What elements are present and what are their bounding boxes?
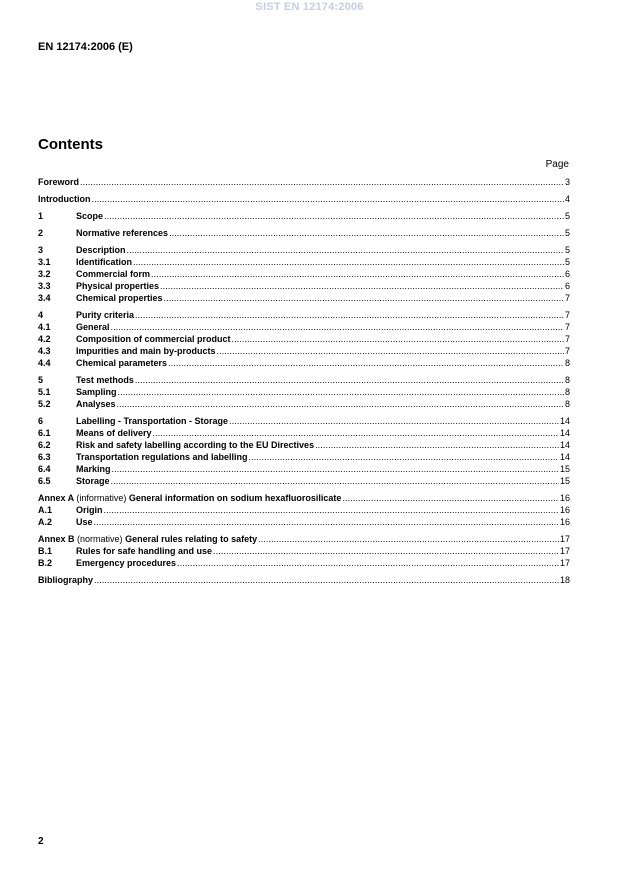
dot-leader <box>315 439 559 451</box>
toc-entry[interactable] <box>38 309 570 321</box>
toc-entry-number: 5.2 <box>38 399 51 409</box>
toc-entry[interactable] <box>38 415 570 427</box>
toc-entry-page: 7 <box>564 334 570 344</box>
dot-leader <box>151 268 564 280</box>
dot-leader <box>117 398 564 410</box>
toc-entry-page: 3 <box>564 177 570 187</box>
dot-leader <box>177 557 559 569</box>
toc-entry[interactable] <box>38 492 570 504</box>
toc-entry-number: 6.2 <box>38 440 51 450</box>
toc-entry-title <box>38 533 257 545</box>
toc-entry[interactable] <box>38 574 570 586</box>
toc-entry-title: Commercial form <box>76 269 151 279</box>
toc-entry-page: 16 <box>559 493 570 503</box>
toc-entry-page: 16 <box>559 505 570 515</box>
toc-group <box>38 176 570 188</box>
toc-entry-title: Description <box>76 245 126 255</box>
annex-type: (informative) <box>76 493 127 503</box>
annex-label: Annex A <box>38 493 74 503</box>
toc-entry[interactable] <box>38 333 570 345</box>
dot-leader <box>229 415 559 427</box>
toc-entry-page: 5 <box>564 211 570 221</box>
dot-leader <box>104 504 559 516</box>
toc-entry-title: Composition of commercial product <box>76 334 231 344</box>
dot-leader <box>80 176 564 188</box>
toc-entry-title: Use <box>76 517 93 527</box>
toc-entry-page: 8 <box>564 399 570 409</box>
dot-leader <box>94 516 559 528</box>
toc-entry-page: 16 <box>559 517 570 527</box>
toc-entry-number: 6 <box>38 416 44 426</box>
toc-entry-page: 7 <box>564 322 570 332</box>
toc-entry-number: 5.1 <box>38 387 51 397</box>
toc-entry-title: Analyses <box>76 399 116 409</box>
toc-entry-title: Test methods <box>76 375 134 385</box>
dot-leader <box>135 374 564 386</box>
toc-entry-title: Introduction <box>38 194 91 204</box>
toc-entry-number: 3.2 <box>38 269 51 279</box>
toc-entry[interactable] <box>38 451 570 463</box>
toc-group <box>38 210 570 222</box>
dot-leader <box>258 533 559 545</box>
toc-entry[interactable] <box>38 427 570 439</box>
annex-title: General rules relating to safety <box>125 534 258 544</box>
dot-leader <box>94 574 559 586</box>
dot-leader <box>111 475 559 487</box>
toc-entry-number: 4.3 <box>38 346 51 356</box>
toc-entry-number: B.2 <box>38 558 53 568</box>
dot-leader <box>92 193 564 205</box>
toc-entry-title: Risk and safety labelling according to the EU Directives <box>76 440 315 450</box>
toc-entry-page: 5 <box>564 228 570 238</box>
dot-leader <box>135 309 564 321</box>
toc-entry-page: 14 <box>559 416 570 426</box>
toc-entry-page: 7 <box>564 293 570 303</box>
toc-group <box>38 533 570 569</box>
dot-leader <box>217 345 564 357</box>
toc-entry-number: 4.1 <box>38 322 51 332</box>
toc-entry-title: Rules for safe handling and use <box>76 546 213 556</box>
toc-entry-number: 4 <box>38 310 44 320</box>
toc-entry-title: Means of delivery <box>76 428 152 438</box>
toc-group <box>38 193 570 205</box>
toc-entry-page: 7 <box>564 310 570 320</box>
toc-entry-page: 7 <box>564 346 570 356</box>
toc-entry-page: 17 <box>559 534 570 544</box>
toc-entry-number: 4.4 <box>38 358 51 368</box>
toc-entry[interactable] <box>38 256 570 268</box>
toc-entry-title: Purity criteria <box>76 310 135 320</box>
page-column-label: Page <box>545 159 569 170</box>
toc-entry[interactable] <box>38 292 570 304</box>
dot-leader <box>249 451 559 463</box>
dot-leader <box>232 333 564 345</box>
toc-entry-title: General <box>76 322 110 332</box>
toc-entry-page: 8 <box>564 358 570 368</box>
toc-entry-title: Labelling - Transportation - Storage <box>76 416 229 426</box>
toc-entry-number: 6.1 <box>38 428 51 438</box>
toc-entry-page: 15 <box>559 464 570 474</box>
toc-entry-page: 8 <box>564 387 570 397</box>
document-id: EN 12174:2006 (E) <box>38 41 133 53</box>
toc-entry[interactable] <box>38 321 570 333</box>
toc-entry[interactable] <box>38 374 570 386</box>
toc-entry-number: 5 <box>38 375 44 385</box>
toc-entry-title: Storage <box>76 476 110 486</box>
dot-leader <box>104 210 564 222</box>
toc-entry-title: Sampling <box>76 387 117 397</box>
toc-entry-title: Scope <box>76 211 104 221</box>
toc-entry[interactable] <box>38 227 570 239</box>
toc-entry-page: 14 <box>559 428 570 438</box>
toc-entry[interactable] <box>38 516 570 528</box>
dot-leader <box>153 427 559 439</box>
toc-entry[interactable] <box>38 504 570 516</box>
dot-leader <box>118 386 564 398</box>
toc-entry-title: Transportation regulations and labelling <box>76 452 248 462</box>
toc-entry-number: 3.1 <box>38 257 51 267</box>
toc-entry-title: Physical properties <box>76 281 160 291</box>
dot-leader <box>164 292 564 304</box>
toc-entry-title: Foreword <box>38 177 80 187</box>
toc-entry-number: A.2 <box>38 517 53 527</box>
toc-entry-title: Origin <box>76 505 103 515</box>
dot-leader <box>133 256 564 268</box>
toc-entry[interactable] <box>38 475 570 487</box>
toc-entry-page: 14 <box>559 452 570 462</box>
toc-entry[interactable] <box>38 280 570 292</box>
toc-entry-number: 6.4 <box>38 464 51 474</box>
toc-entry-number: 3 <box>38 245 44 255</box>
toc-entry-page: 17 <box>559 546 570 556</box>
toc-entry[interactable] <box>38 244 570 256</box>
toc-entry-title: Emergency procedures <box>76 558 177 568</box>
toc-group <box>38 374 570 410</box>
toc-entry-title: Chemical properties <box>76 293 163 303</box>
toc-entry-title: Impurities and main by-products <box>76 346 216 356</box>
dot-leader <box>169 227 564 239</box>
toc-entry-number: 6.3 <box>38 452 51 462</box>
annex-title: General information on sodium hexafluorosilicate <box>128 493 342 503</box>
toc-entry[interactable] <box>38 210 570 222</box>
toc-entry[interactable] <box>38 533 570 545</box>
toc-entry-page: 4 <box>564 194 570 204</box>
toc-entry-page: 18 <box>559 575 570 585</box>
toc-entry[interactable] <box>38 345 570 357</box>
dot-leader <box>160 280 564 292</box>
toc-entry-title: Bibliography <box>38 575 94 585</box>
toc-group <box>38 227 570 239</box>
toc-entry[interactable] <box>38 439 570 451</box>
toc-entry-number: B.1 <box>38 546 53 556</box>
toc-group <box>38 574 570 586</box>
toc-entry[interactable] <box>38 268 570 280</box>
toc-group <box>38 244 570 304</box>
toc-entry-page: 5 <box>564 257 570 267</box>
toc-entry[interactable] <box>38 386 570 398</box>
annex-label: Annex B <box>38 534 75 544</box>
toc-entry-title <box>38 492 341 504</box>
toc-entry-number: A.1 <box>38 505 53 515</box>
page-number: 2 <box>38 836 44 847</box>
toc-entry-page: 6 <box>564 281 570 291</box>
toc-entry[interactable] <box>38 193 570 205</box>
toc-entry-title: Chemical parameters <box>76 358 168 368</box>
contents-heading: Contents <box>38 136 103 153</box>
dot-leader <box>168 357 564 369</box>
watermark: SIST EN 12174:2006 <box>255 1 364 13</box>
toc-entry-page: 6 <box>564 269 570 279</box>
toc-entry-page: 14 <box>559 440 570 450</box>
toc-group <box>38 492 570 528</box>
toc-entry-number: 6.5 <box>38 476 51 486</box>
toc-entry[interactable] <box>38 557 570 569</box>
table-of-contents <box>38 176 570 591</box>
annex-type: (normative) <box>77 534 123 544</box>
dot-leader <box>213 545 559 557</box>
toc-entry-page: 15 <box>559 476 570 486</box>
toc-group <box>38 415 570 487</box>
toc-entry[interactable] <box>38 398 570 410</box>
toc-entry-number: 3.3 <box>38 281 51 291</box>
toc-entry-page: 5 <box>564 245 570 255</box>
dot-leader <box>127 244 564 256</box>
toc-group <box>38 309 570 369</box>
toc-entry-page: 8 <box>564 375 570 385</box>
toc-entry-number: 1 <box>38 211 44 221</box>
toc-entry-title: Marking <box>76 464 111 474</box>
dot-leader <box>342 492 559 504</box>
toc-entry[interactable] <box>38 545 570 557</box>
toc-entry-page: 17 <box>559 558 570 568</box>
toc-entry-number: 3.4 <box>38 293 51 303</box>
toc-entry-number: 2 <box>38 228 44 238</box>
toc-entry-title: Identification <box>76 257 132 267</box>
toc-entry[interactable] <box>38 463 570 475</box>
dot-leader <box>111 321 564 333</box>
dot-leader <box>112 463 559 475</box>
toc-entry-title: Normative references <box>76 228 169 238</box>
toc-entry[interactable] <box>38 357 570 369</box>
toc-entry-number: 4.2 <box>38 334 51 344</box>
toc-entry[interactable] <box>38 176 570 188</box>
